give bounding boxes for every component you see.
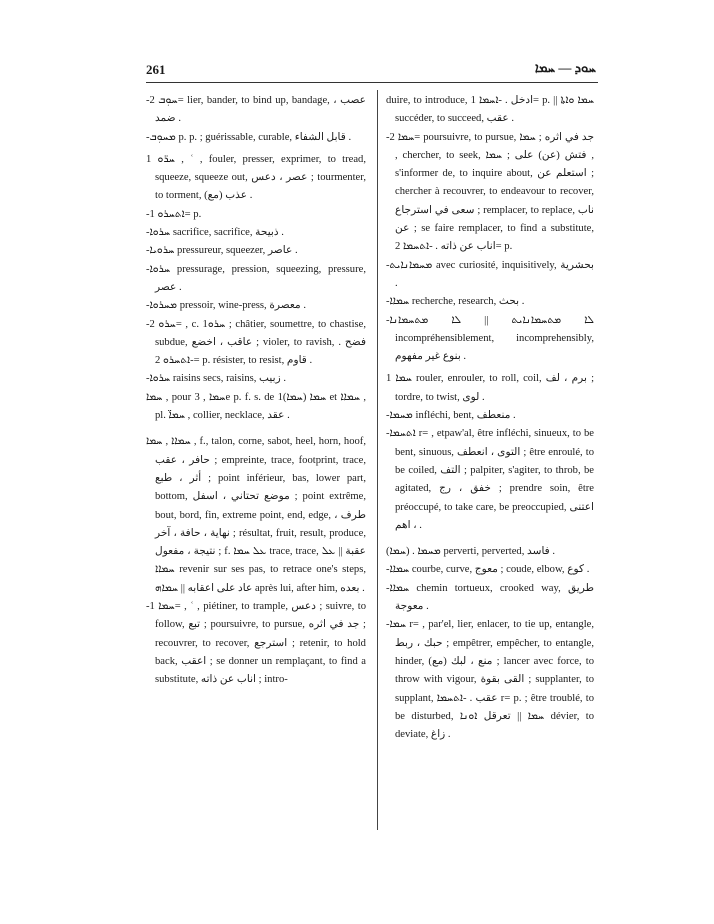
right-column: [386, 92, 597, 744]
dictionary-entry: -ܠܐ ܡܬܚܡܐܢܐܝܬ || ܠܐ ܡܬܚܡܐܢܐ incompréhensiblement, incomprehensibly, بنوع غير مفهوم .: [386, 314, 597, 363]
dictionary-entry: -ܚܘܼܒ 2= lier, bander, to bind up, bandage, عصب ، ضمد .: [146, 95, 369, 125]
dictionary-entry: ܚܡܐ , pour ܚܡܐ , 3e p. f. s. de 1ܚܡܐ (ܚܡܐ) et ܚܡܐܐ , pl. ܚܡܐ̈ , collier, necklace, عقد .: [146, 391, 369, 422]
dictionary-entry: -ܚܪܘܐ raisins secs, raisins, زبيب .: [146, 373, 286, 385]
dictionary-entry: -ܚܡܐܐ recherche, research, بحث .: [386, 296, 525, 308]
dictionary-entry: ܚܪ̈ܘ 1 , ʿ , fouler, presser, exprimer, to tread, squeeze, squeeze out, عصر ، دعس ; tourmenter, to torment, (مع) عذب .: [146, 153, 369, 202]
dictionary-entry: -ܡܚܡܐ infléchi, bent, منعطف .: [386, 410, 516, 422]
page-number: 261: [146, 62, 166, 77]
dictionary-entry: -ܚܡܐܐ chemin tortueux, crooked way, طريق معوجة .: [386, 582, 597, 613]
dictionary-entry: -ܐܬܚܪܘ 1= p.: [146, 208, 202, 220]
dictionary-entry: ܚܡܐ 1 rouler, enrouler, to roll, coil, برم ، لف ; tordre, to twist, لوى .: [386, 373, 597, 403]
column-divider: [377, 90, 378, 830]
dictionary-entry: -ܡܚܪܘܐ pressoir, wine-press, معصرة .: [146, 300, 306, 312]
dictionary-entry: ܚܡܐܐ , ܚܡܐ , f., talon, corne, sabot, heel, horn, hoof, حافر ، عقب ; empreinte, trace, footprint, trace, أثر ، طبع ; point inférieur, bas, lower part, bottom, موضع تحتاني ، اسفل ; point extrême, bout, bord, fin, extreme point, end, edge, طرف ، نهاية ، حافة ، آخر ; résultat, fruit, result, produce, نتيجة ، مفعول ; f. ܥܠ ܚܡܐ trace, trace, عقبة || ܥܠ ܚܡܐܐ revenir sur ses pas, to retrace one's steps, عاد على اعقابه || ܚܡܐܗ après lui, after him, بعده .: [146, 436, 369, 594]
dictionary-entry: -ܚܪܘܐ sacrifice, sacrifice, ذبيحة .: [146, 227, 284, 239]
dictionary-entry: -ܚܪܘܐ pressurage, pression, squeezing, pressure, عصر .: [146, 263, 369, 293]
dictionary-entry: -ܚܡܐ r= , par'el, lier, enlacer, to tie up, entangle, حبك ، ربط ; empêtrer, empêcher, to entangle, hinder, (مع) منع ، لبك ; lancer avec force, to throw with vigour, القى بقوة ; supplanter, to supplant, عقب . -ܐܬܚܡܐ r= p. ; être troublé, to be disturbed, ܚܡܐ || تعرقل ܐܘܢܐ dévier, to deviate, زاغ .: [386, 619, 597, 741]
left-column: [146, 92, 369, 690]
dictionary-entry: -ܚܡܐܐ courbe, curve, معوج ; coude, elbow, كوع .: [386, 564, 590, 576]
dictionary-entry: -ܡܚܘܼܒ p. p. ; guérissable, curable, قابل الشفاء .: [146, 131, 352, 143]
dictionary-entry: -ܚܡܐ 1= , ʿ , piétiner, to trample, دعس ; suivre, to follow, تبع ; poursuivre, to pursue, جد في اثره ; recouvrer, to recover, استرجع ; retenir, to hold back, اعقب ; se donner un remplaçant, to find a substitute, اناب عن ذاته ; intro-: [146, 601, 369, 686]
dictionary-entry: -ܐܬܚܡܐ r= , etpaw'al, être infléchi, sinueux, to be bent, sinuous, التوى ، انعطف ; être enroulé, to be coiled, التف ; palpiter, s'agiter, to throb, be agitated, خفق ، رج ; prendre soin, être préoccupé, to take care, be preoccupied, اعتنى ، اهم .: [386, 428, 597, 531]
dictionary-entry: -ܚܡܐ 2= poursuivre, to pursue, جد في اثره ; ܚܡܐ , chercher, to seek, فتش (عن) على ; ܚܡܐ , s'informer de, to inquire about, استعلم عن ; chercher à recouvrer, to endeavour to recover, سعى في استرجاع ; remplacer, to replace, ناب عن ; se faire remplacer, to find a substitute, اناب عن ذاته . -ܐܬܚܡܐ 2= p.: [386, 131, 597, 253]
dictionary-entry: -ܚܪܘܝܐ pressureur, squeezer, عاصر .: [146, 245, 298, 257]
running-head: ܚܘܕ — ܚܡܐ: [534, 60, 596, 75]
dictionary-entry: (ܚܡܐ) . ܡܚܡܐ perverti, perverted, فاسد .: [386, 546, 556, 558]
dictionary-entry: -ܚܪܘ 2= , c. 1ܚܪܘ ; châtier, soumettre, to chastise, subdue, عاقب ، اخضع ; violer, to ravish, فضح . -ܐܬܚܪܘ 2= p. résister, to resist, قاوم .: [146, 318, 369, 367]
header-rule: [146, 82, 598, 83]
dictionary-entry: -ܡܚܡܐܢܐܝܬ avec curiosité, inquisitively, بحشرية .: [386, 259, 597, 289]
dictionary-entry: duire, to introduce, ادخل . -ܐܚܡܐ 1= p. || ܚܡܐ ܘܐܬܐ succéder, to succeed, عقب .: [386, 95, 597, 125]
